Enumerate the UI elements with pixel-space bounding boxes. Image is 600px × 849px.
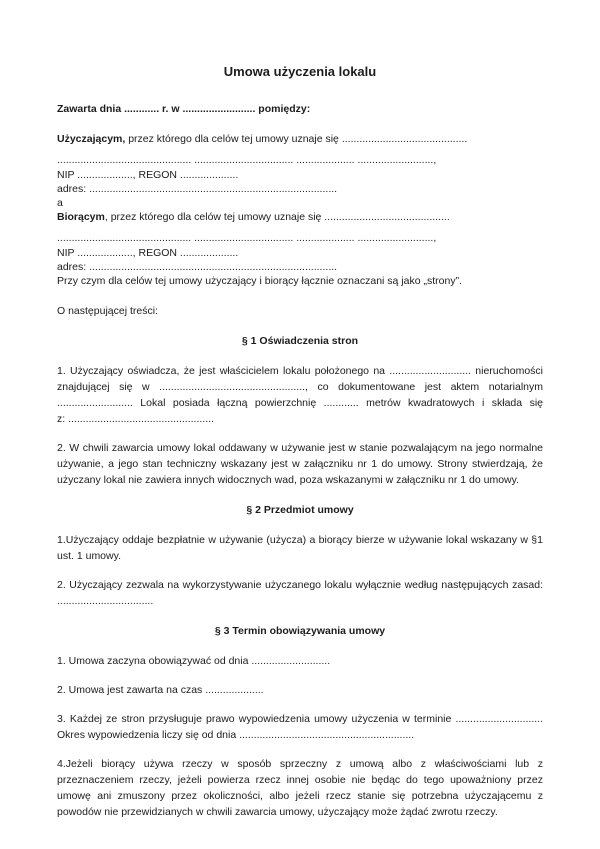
parties-block (57, 132, 543, 288)
lender-nip-line: NIP ..................., REGON .................... (57, 169, 239, 181)
borrower-intro-text: , przez którego dla celów tej umowy uznaje się ........................................... (104, 211, 450, 223)
lender-intro-text: przez którego dla celów tej umowy uznaje się ........................................... (125, 133, 468, 145)
section-3-paragraph-4: 4.Jeżeli biorący używa rzeczy w sposób sprzeczny z umową albo z właściwościami lub z przeznaczeniem rzeczy, jeżeli powierza rzecz innej osobie nie będąc do tego upoważniony przez umowę ani zmuszony przez okoliczności, albo jeżeli rzecz stanie się potrzebna użyczającemu z powodów nie przewidzianych w chwili zawarcia umowy, użyczający może żądać zwrotu rzeczy. (57, 758, 543, 818)
lender-intro-line (57, 132, 543, 146)
section-1 (57, 333, 543, 488)
section-3-paragraph-1: 1. Umowa zaczyna obowiązywać od dnia ........................... (57, 655, 331, 667)
joint-designation-note: Przy czym dla celów tej umowy użyczający i biorący łącznie oznaczani są jako „strony”. (57, 275, 462, 287)
section-3-heading: § 3 Termin obowiązywania umowy (214, 625, 386, 637)
section-1-paragraph-2: 2. W chwili zawarcia umowy lokal oddawany w używanie jest w stanie pozwalającym na jego normalne używanie, a jego stan techniczny wskazany jest w załączniku nr 1 do umowy. Strony stwierdzają, że użyczany lokal nie zawiera innych widocznych wad, poza wskazanymi w załączniku nr 1 do umowy. (57, 442, 543, 486)
section-3 (57, 623, 543, 820)
conjunction-line: a (57, 197, 63, 209)
borrower-label: Biorącym (57, 211, 105, 223)
lender-address-line: adres: ..................................................................................... (57, 183, 338, 195)
borrower-address-line: adres: ..................................................................................... (57, 261, 338, 273)
section-1-heading: § 1 Oświadczenia stron (241, 335, 359, 347)
borrower-intro-line (57, 210, 543, 224)
section-2 (57, 502, 543, 609)
section-2-paragraph-1: 1.Użyczający oddaje bezpłatnie w używanie (użycza) a biorący bierze w używanie lokal wskazany w §1 ust. 1 umowy. (57, 534, 543, 562)
section-2-paragraph-2: 2. Użyczający zezwala na wykorzystywanie użyczanego lokalu wyłącznie według następujących zasad: ................................. (57, 579, 543, 607)
section-1-paragraph-1: 1. Użyczający oświadcza, że jest właścicielem lokalu położonego na ............................ nieruchomości znajdującej się w .................................................., co dokumentowane jest aktem notarialnym .......................... Lokal posiada łączną powierzchnię ............ metrów kwadratowych i składa się z: .................................................. (57, 365, 543, 425)
borrower-nip-line: NIP ..................., REGON .................... (57, 247, 239, 259)
content-intro-line: O następującej treści: (57, 305, 158, 317)
section-3-paragraph-3: 3. Każdej ze stron przysługuje prawo wypowiedzenia umowy użyczenia w terminie .............................. Okres wypowiedzenia liczy się od dnia ............................................................ (57, 713, 543, 741)
lender-label: Użyczającym, (57, 133, 126, 145)
section-3-paragraph-2: 2. Umowa jest zawarta na czas .................... (57, 684, 264, 696)
borrower-fill-line: .............................................. .................................. .................... .........................., (57, 232, 437, 244)
section-2-heading: § 2 Przedmiot umowy (246, 504, 354, 516)
lender-fill-line: .............................................. .................................. .................... .........................., (57, 154, 437, 166)
preamble-line: Zawarta dnia ............ r. w ......................... pomiędzy: (57, 103, 311, 115)
document-title: Umowa użyczenia lokalu (223, 64, 377, 79)
